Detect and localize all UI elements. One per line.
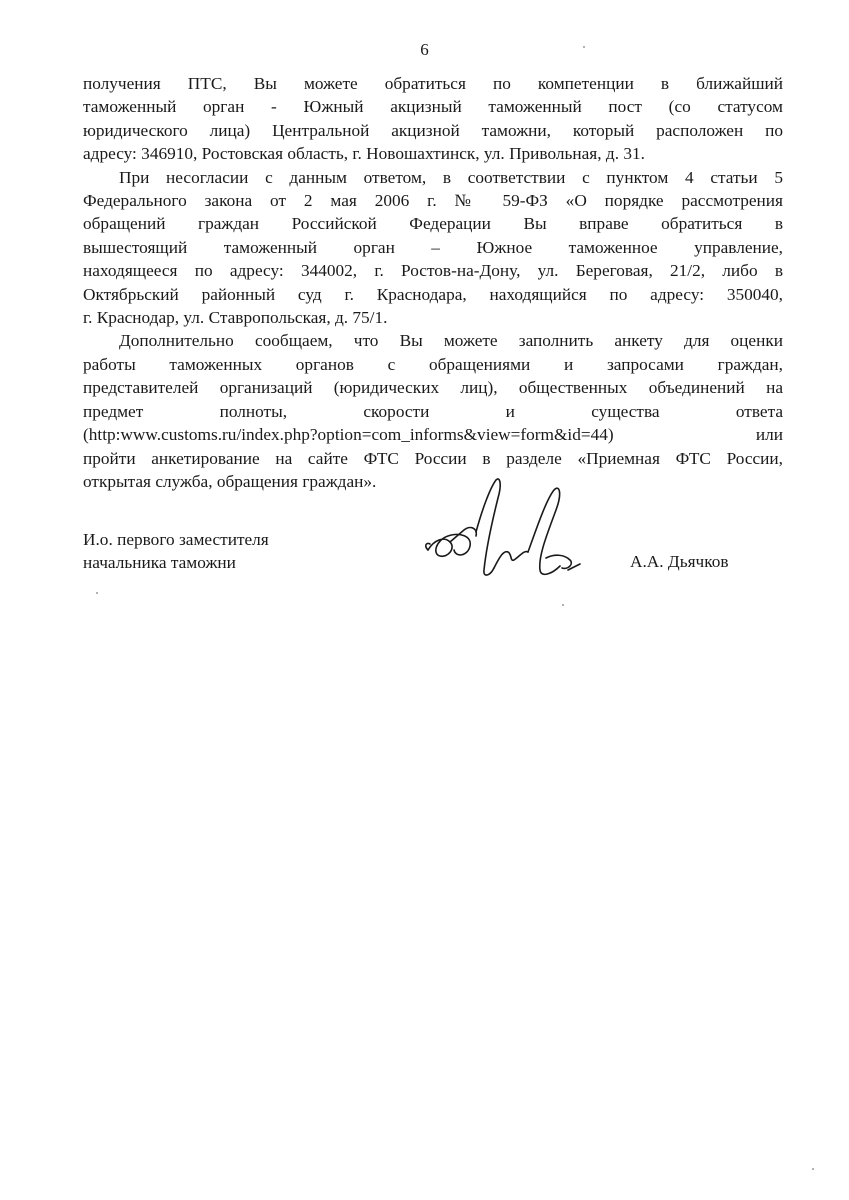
paragraph-line: адресу: 346910, Ростовская область, г. Новошахтинск, ул. Привольная, д. 31. [83,144,645,164]
paragraph-line: Октябрьский районный суд г. Краснодара, находящийся по адресу: 350040, [83,284,783,304]
paragraph-line: открытая служба, обращения граждан». [83,471,377,491]
paragraph-line: юридического лица) Центральной акцизной таможни, который расположен по [83,120,783,140]
paragraph-2 [83,166,783,330]
paragraph-line: пройти анкетирование на сайте ФТС России в разделе «Приемная ФТС России, [83,448,783,468]
paragraph-line: обращений граждан Российской Федерации Вы вправе обратиться в [83,214,783,234]
paragraph-3 [83,329,783,493]
position-line-1: И.о. первого заместителя [83,530,269,549]
scan-speck [96,592,98,594]
handwritten-signature [420,470,590,590]
paragraph-line: вышестоящий таможенный орган – Южное таможенное управление, [83,237,783,257]
scan-speck [812,1168,814,1170]
scan-speck [583,46,585,48]
position-line-2: начальника таможни [83,553,236,573]
paragraph-line: представителей организаций (юридических лиц), общественных объединений на [83,378,783,398]
paragraph-line: (http:www.customs.ru/index.php?option=com_informs&view=form&id=44) или [83,425,783,445]
paragraph-line: находящееся по адресу: 344002, г. Ростов-на-Дону, ул. Береговая, 21/2, либо в [83,261,783,281]
paragraph-line: работы таможенных органов с обращениями и запросами граждан, [83,354,783,374]
paragraph-line: При несогласии с данным ответом, в соответствии с пунктом 4 статьи 5 [119,167,783,187]
paragraph-1 [83,72,783,166]
page-number: 6 [420,40,429,59]
signatory-name: А.А. Дьячков [630,552,729,571]
paragraph-line: получения ПТС, Вы можете обратиться по компетенции в ближайший [83,74,783,93]
paragraph-line: таможенный орган - Южный акцизный таможенный пост (со статусом [83,97,783,117]
paragraph-line: Дополнительно сообщаем, что Вы можете заполнить анкету для оценки [119,331,783,351]
paragraph-line: Федерального закона от 2 мая 2006 г. № 59-ФЗ «О порядке рассмотрения [83,191,783,211]
letter-body [83,72,783,493]
signatory-position [83,528,269,575]
paragraph-line: г. Краснодар, ул. Ставропольская, д. 75/1. [83,308,388,328]
scan-speck [562,604,564,606]
paragraph-line: предмет полноты, скорости и существа ответа [83,401,783,421]
